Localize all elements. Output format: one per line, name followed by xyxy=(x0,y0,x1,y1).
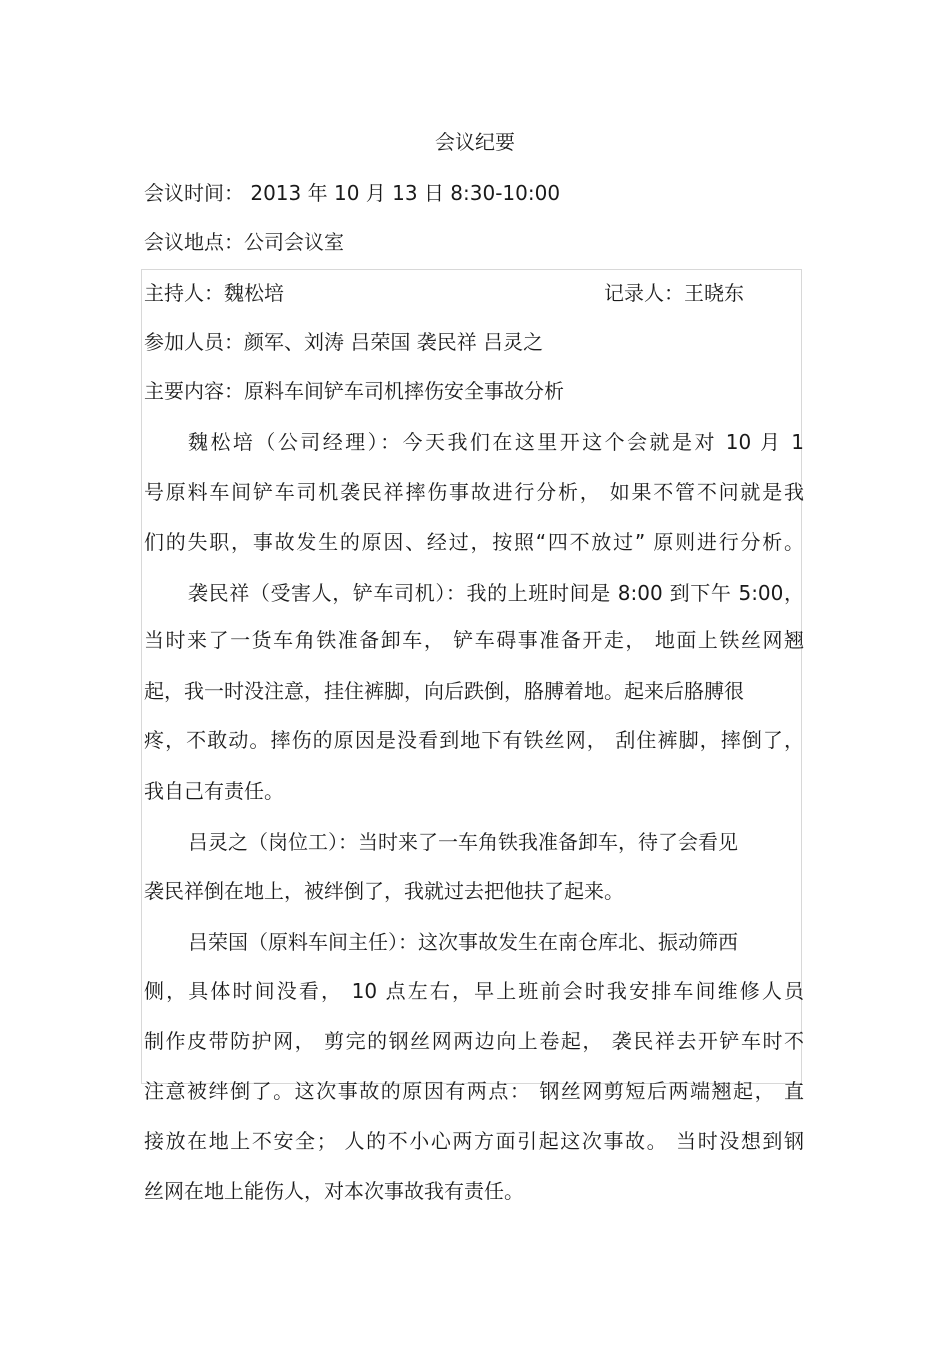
meeting-place: 会议地点：公司会议室 xyxy=(144,230,344,254)
host-row xyxy=(144,280,804,306)
host: 主持人：魏松培 xyxy=(144,281,284,305)
main-content: 主要内容：原料车间铲车司机摔伤安全事故分析 xyxy=(144,379,564,403)
body-line: 丝网在地上能伤人，对本次事故我有责任。 xyxy=(144,1179,524,1203)
meeting-time: 会议时间： 2013 年 10 月 13 日 8:30-10:00 xyxy=(144,181,561,205)
document-title: 会议纪要 xyxy=(435,130,515,154)
attendees: 参加人员：颜军、刘涛 吕荣国 袭民祥 吕灵之 xyxy=(144,330,544,354)
body-line: 侧，具体时间没看， 10 点左右，早上班前会时我安排车间维修人员 xyxy=(144,979,804,1003)
body-line: 魏松培（公司经理）：今天我们在这里开这个会就是对 10 月 1 xyxy=(188,430,804,454)
body-line: 袭民祥（受害人，铲车司机）：我的上班时间是 8:00 到下午 5:00， xyxy=(188,581,804,605)
body-line: 注意被绊倒了。这次事故的原因有两点： 钢丝网剪短后两端翘起， 直 xyxy=(144,1079,804,1103)
body-line: 们的失职，事故发生的原因、经过，按照“四不放过” 原则进行分析。 xyxy=(144,530,804,554)
body-line: 起，我一时没注意，挂住裤脚，向后跌倒，胳膊着地。起来后胳膊很 xyxy=(144,679,744,703)
body-line: 袭民祥倒在地上，被绊倒了，我就过去把他扶了起来。 xyxy=(144,879,624,903)
body-line: 疼，不敢动。摔伤的原因是没看到地下有铁丝网， 刮住裤脚，摔倒了， xyxy=(144,728,804,752)
body-line: 号原料车间铲车司机袭民祥摔伤事故进行分析， 如果不管不问就是我 xyxy=(144,480,804,504)
body-line: 吕灵之（岗位工）：当时来了一车角铁我准备卸车，待了会看见 xyxy=(188,830,738,854)
body-line: 我自己有责任。 xyxy=(144,779,284,803)
body-line: 接放在地上不安全； 人的不小心两方面引起这次事故。 当时没想到钢 xyxy=(144,1129,804,1153)
body-line: 制作皮带防护网， 剪完的钢丝网两边向上卷起， 袭民祥去开铲车时不 xyxy=(144,1029,804,1053)
recorder: 记录人：王晓东 xyxy=(604,281,744,305)
body-line: 吕荣国（原料车间主任）：这次事故发生在南仓库北、振动筛西 xyxy=(188,930,738,954)
body-line: 当时来了一货车角铁准备卸车， 铲车碍事准备开走， 地面上铁丝网翘 xyxy=(144,628,804,652)
